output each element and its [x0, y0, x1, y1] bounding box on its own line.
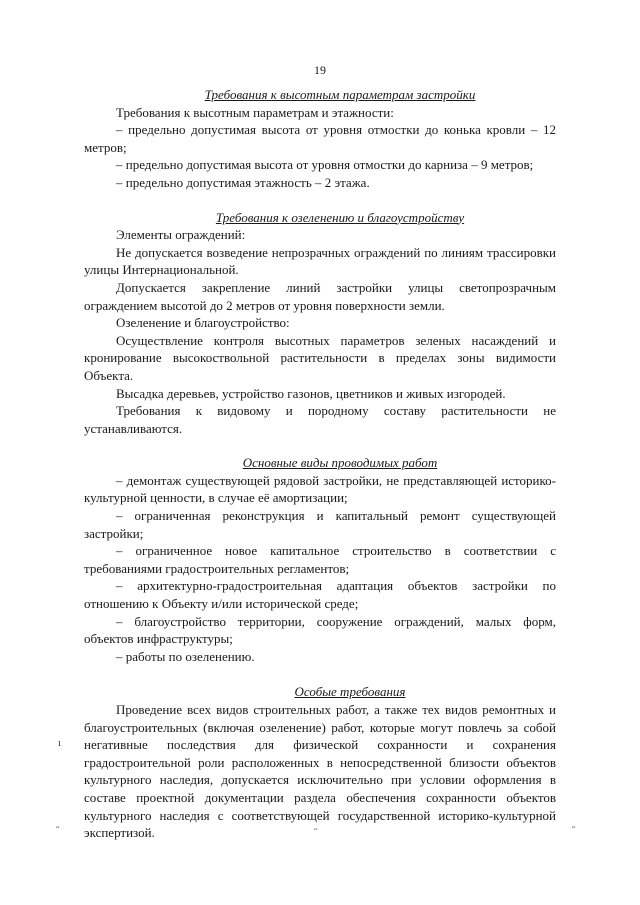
paragraph: Допускается закрепление линий застройки улицы светопрозрачным ограждением высотой до 2 метров от уровня поверхности земли. [84, 279, 556, 313]
document-body [84, 86, 556, 842]
paragraph: Озеленение и благоустройство: [116, 315, 290, 331]
paragraph: Осуществление контроля высотных параметров зеленых насаждений и кронирование высокоствольной растительности в пределах зоны видимости Объекта. [84, 332, 556, 383]
list-item: – демонтаж существующей рядовой застройки, не представляющей историко-культурной ценности, в случае её амортизации; [84, 472, 556, 506]
list-item: – ограниченное новое капитальное строительство в соответствии с требованиями градостроительных регламентов; [84, 543, 556, 576]
section-main-works [84, 454, 556, 665]
paragraph: Проведение всех видов строительных работ, а также тех видов ремонтных и благоустроительных (включая озеленение) работ, которые могут повлечь за собой негативные последствия для физической сохранности и сохранения градостроительной роли расположенных в непосредственной близости объектов культурного наследия, допускается исключительно при условии оформления в составе проектной документации раздела обеспечения сохранности объектов культурного наследия с соответствующей государственной историко-культурной экспертизой. [84, 702, 556, 841]
list-item: – благоустройство территории, сооружение ограждений, малых форм, объектов инфраструктуры; [84, 613, 556, 647]
section-height-requirements [84, 86, 556, 192]
paragraph: – предельно допустимая этажность – 2 этажа. [116, 174, 370, 190]
paragraph: Требования к видовому и породному составу растительности не устанавливаются. [84, 403, 556, 436]
paragraph: Высадка деревьев, устройство газонов, цветников и живых изгородей. [116, 385, 506, 401]
list-item: – работы по озеленению. [116, 648, 255, 664]
section-heading: Основные виды проводимых работ [242, 455, 438, 471]
paragraph: Требования к высотным параметрам и этажности: [116, 104, 394, 120]
scan-mark: ˝ [572, 826, 576, 837]
section-heading: Особые требования [294, 684, 406, 700]
paragraph: Не допускается возведение непрозрачных ограждений по линиям трассировки улицы Интернациональной. [84, 244, 556, 278]
paragraph: – предельно допустимая высота от уровня отмостки до конька кровли – 12 метров; [84, 122, 556, 155]
scan-mark: ˝ [56, 826, 60, 837]
paragraph: – предельно допустимая высота от уровня отмостки до карниза – 9 метров; [116, 157, 534, 173]
section-heading: Требования к высотным параметрам застройки [204, 87, 476, 102]
section-special-requirements [84, 683, 556, 841]
page-number: 19 [314, 63, 326, 77]
paragraph: Элементы ограждений: [116, 227, 246, 243]
section-landscaping-requirements [84, 209, 556, 438]
scan-mark: ˝ [314, 828, 318, 839]
list-item: – архитектурно-градостроительная адаптация объектов застройки по отношению к Объекту и/или исторической среде; [84, 578, 556, 612]
list-item: – ограниченная реконструкция и капитальный ремонт существующей застройки; [84, 508, 556, 541]
scan-mark: ı [58, 738, 61, 749]
section-heading: Требования к озеленению и благоустройству [215, 209, 465, 225]
